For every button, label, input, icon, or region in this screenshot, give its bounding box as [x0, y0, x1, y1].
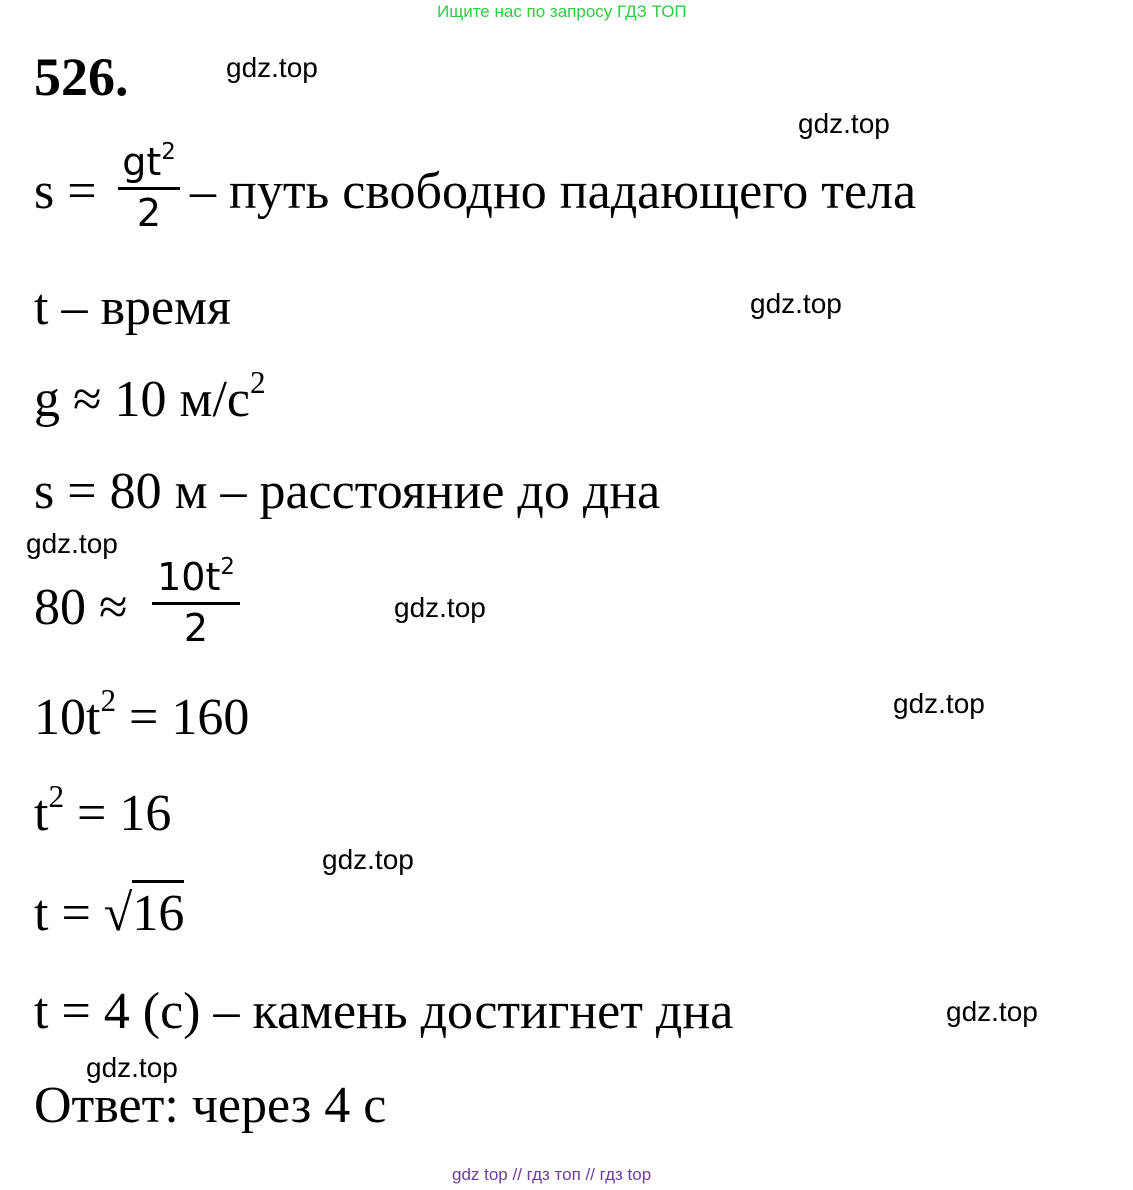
fraction-10t2-over-2 — [152, 554, 240, 650]
fraction-gt2-over-2 — [118, 139, 180, 235]
exponent: 2 — [161, 139, 176, 166]
problem-number: 526. — [34, 47, 129, 107]
distance-given: s = 80 м – расстояние до дна — [34, 463, 661, 520]
exponent: 2 — [100, 682, 117, 718]
watermark: gdz.top — [86, 1052, 178, 1083]
formula-s-lhs: s = — [34, 163, 97, 220]
watermark: gdz.top — [893, 688, 985, 719]
gravity-text: g ≈ 10 м/с — [34, 371, 250, 428]
watermark: gdz.top — [946, 996, 1038, 1027]
equation-sqrt — [34, 885, 185, 942]
watermark: gdz.top — [322, 844, 414, 875]
term: = 16 — [64, 785, 172, 842]
result-time: t = 4 (с) – камень достигнет дна — [34, 983, 734, 1040]
watermark: gdz.top — [750, 288, 842, 319]
watermark: gdz.top — [798, 108, 890, 139]
exponent: 2 — [249, 364, 266, 400]
watermark: gdz.top — [394, 592, 486, 623]
formula-s-description: – путь свободно падающего тела — [190, 163, 917, 220]
fraction-numerator: 10t — [157, 555, 221, 599]
fraction-numerator: gt — [122, 140, 162, 184]
equation-t2 — [34, 778, 172, 842]
footer-links[interactable]: gdz top // гдз топ // гдз top — [452, 1165, 652, 1184]
sqrt-symbol: √ — [103, 885, 133, 942]
top-banner[interactable]: Ищите нас по запросу ГДЗ ТОП — [437, 2, 687, 21]
exponent: 2 — [48, 778, 65, 814]
term: t = — [34, 885, 104, 942]
equation-10t2 — [34, 682, 250, 746]
radicand: 16 — [132, 880, 184, 942]
watermark: gdz.top — [26, 528, 118, 559]
answer: Ответ: через 4 с — [34, 1077, 387, 1134]
term: = 160 — [116, 689, 250, 746]
exponent: 2 — [220, 554, 235, 581]
gravity-constant — [34, 364, 266, 428]
fraction-denominator: 2 — [136, 191, 162, 235]
fraction-bar — [118, 187, 180, 190]
fraction-bar — [152, 602, 240, 605]
term: 10t — [34, 689, 101, 746]
equation-80-lhs: 80 ≈ — [34, 579, 128, 636]
term: t — [34, 785, 49, 842]
variable-t-description: t – время — [34, 279, 231, 336]
fraction-denominator: 2 — [183, 606, 209, 650]
watermark: gdz.top — [226, 52, 318, 83]
